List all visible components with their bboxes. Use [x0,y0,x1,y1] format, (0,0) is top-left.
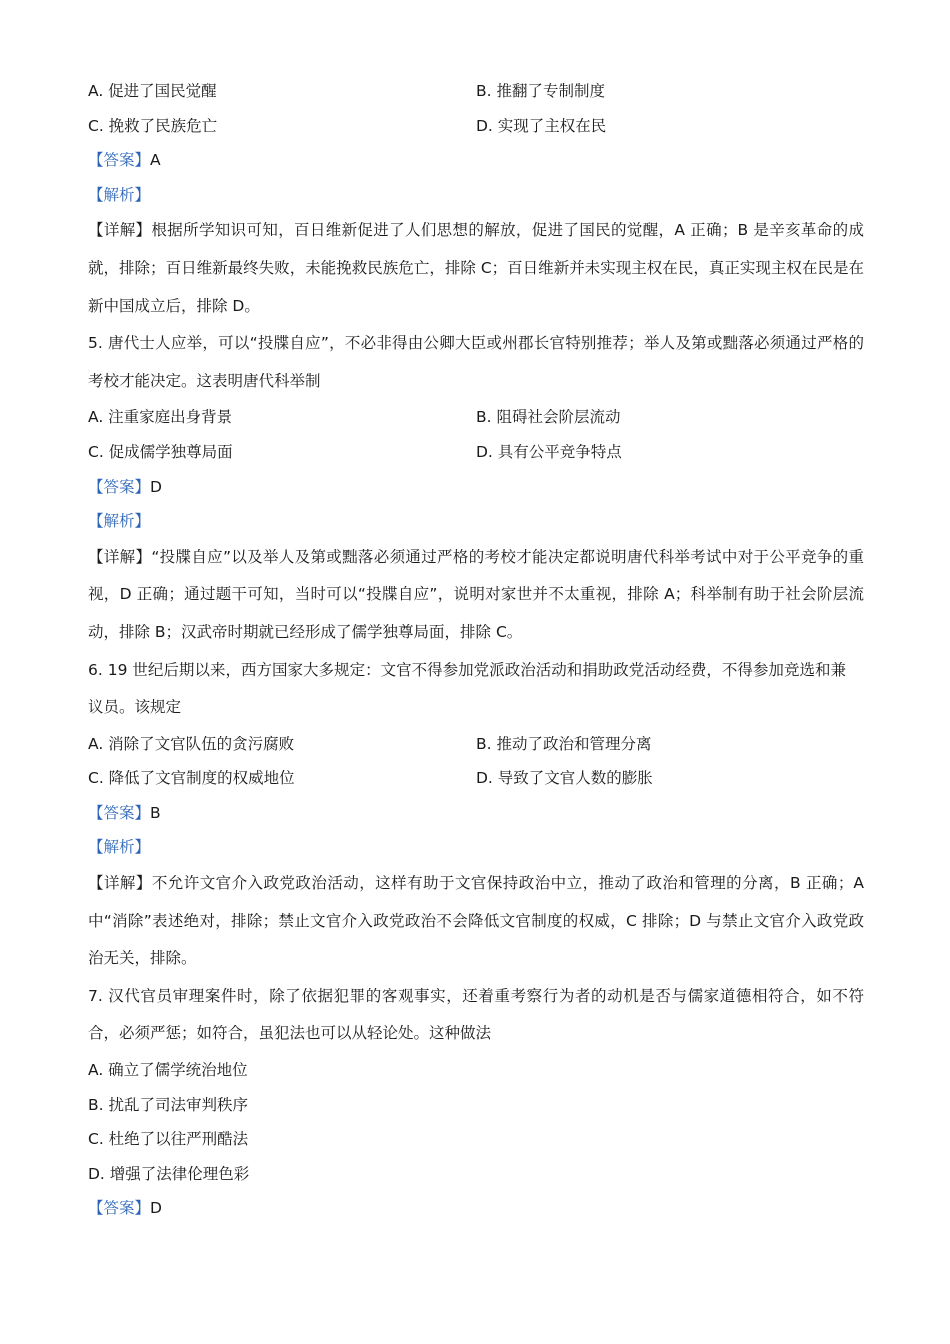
detail-tag: 【详解】 [88,221,152,240]
q4-detail [88,212,864,325]
q5-options-row-2 [88,435,864,470]
q4-option-c: C. 挽救了民族危亡 [88,116,218,135]
answer-value: D [150,477,162,496]
answer-tag: 【答案】 [88,477,151,496]
answer-value: A [150,151,161,170]
detail-text: “投牒自应”以及举人及第或黜落必须通过严格的考校才能决定都说明唐代科举考试中对于公平竞争的重视，D 正确；通过题干可知，当时可以“投牒自应”，说明对家世并不太重视，排除 A；科举制有助于社会阶层流动，排除 B；汉武帝时期就已经形成了儒学独尊局面，排除 C。 [88,547,864,641]
q7-option-d: D. 增强了法律伦理色彩 [88,1164,250,1183]
q7-answer [88,1191,864,1226]
q6-options-row-2 [88,761,864,796]
q4-option-b: B. 推翻了专制制度 [476,82,605,100]
detail-tag: 【详解】 [88,547,152,566]
exam-page [88,74,864,1226]
q6-option-c: C. 降低了文官制度的权威地位 [88,769,295,788]
q7-option-c: C. 杜绝了以往严刑酷法 [88,1130,249,1149]
q4-option-d: D. 实现了主权在民 [476,116,607,135]
q6-analysis [88,830,864,865]
q6-option-b: B. 推动了政治和管理分离 [476,734,652,753]
q5-option-d: D. 具有公平竞争特点 [476,442,622,461]
q5-detail [88,539,864,652]
q4-options-row-2 [88,109,864,144]
answer-value: D [150,1199,162,1218]
q5-option-c: C. 促成儒学独尊局面 [88,442,233,461]
detail-text: 根据所学知识可知，百日维新促进了人们思想的解放，促进了国民的觉醒，A 正确；B 是辛亥革命的成就，排除；百日维新最终失败，未能挽救民族危亡，排除 C；百日维新并未实现主权在民，真正实现主权在民是在新中国成立后，排除 D。 [88,221,864,315]
q6-stem-part-2: 议员。该规定 [88,698,182,717]
q6-answer [88,796,864,831]
q4-analysis [88,178,864,213]
q5-options-row-1 [88,400,864,435]
q5-analysis [88,504,864,539]
q5-option-a: A. 注重家庭出身背景 [88,408,233,427]
q4-options-row-1 [88,74,864,109]
analysis-tag: 【解析】 [88,185,151,204]
q5-answer [88,470,864,505]
analysis-tag: 【解析】 [88,512,151,531]
q6-stem-part-1: 6. 19 世纪后期以来，西方国家大多规定：文官不得参加党派政治活动和捐助政党活动经费，不得参加竞选和兼 [88,660,846,679]
detail-tag: 【详解】 [88,874,152,893]
analysis-tag: 【解析】 [88,838,151,857]
answer-value: B [150,803,161,822]
q7-stem: 7. 汉代官员审理案件时，除了依据犯罪的客观事实，还着重考察行为者的动机是否与儒家道德相符合，如不符合，必须严惩；如符合，虽犯法也可以从轻论处。这种做法 [88,986,864,1043]
q5-option-b: B. 阻碍社会阶层流动 [476,408,621,427]
q6-detail [88,865,864,978]
q6-options-row-1 [88,727,864,762]
detail-text: 不允许文官介入政党政治活动，这样有助于文官保持政治中立，推动了政治和管理的分离，B 正确；A 中“消除”表述绝对，排除；禁止文官介入政党政治不会降低文官制度的权威，C 排除；D 与禁止文官介入政党政治无关，排除。 [88,874,864,968]
q7-option-a: A. 确立了儒学统治地位 [88,1061,248,1080]
q5-stem: 5. 唐代士人应举，可以“投牒自应”，不必非得由公卿大臣或州郡长官特别推荐；举人及第或黜落必须通过严格的考校才能决定。这表明唐代科举制 [88,334,864,390]
answer-tag: 【答案】 [88,151,151,170]
answer-tag: 【答案】 [88,1199,151,1218]
q6-stem [88,652,864,727]
q4-option-a: A. 促进了国民觉醒 [88,82,217,100]
q6-option-a: A. 消除了文官队伍的贪污腐败 [88,734,295,753]
answer-tag: 【答案】 [88,803,151,822]
q6-option-d: D. 导致了文官人数的膨胀 [476,769,653,788]
q4-answer [88,143,864,178]
q7-option-b: B. 扰乱了司法审判秩序 [88,1095,248,1114]
